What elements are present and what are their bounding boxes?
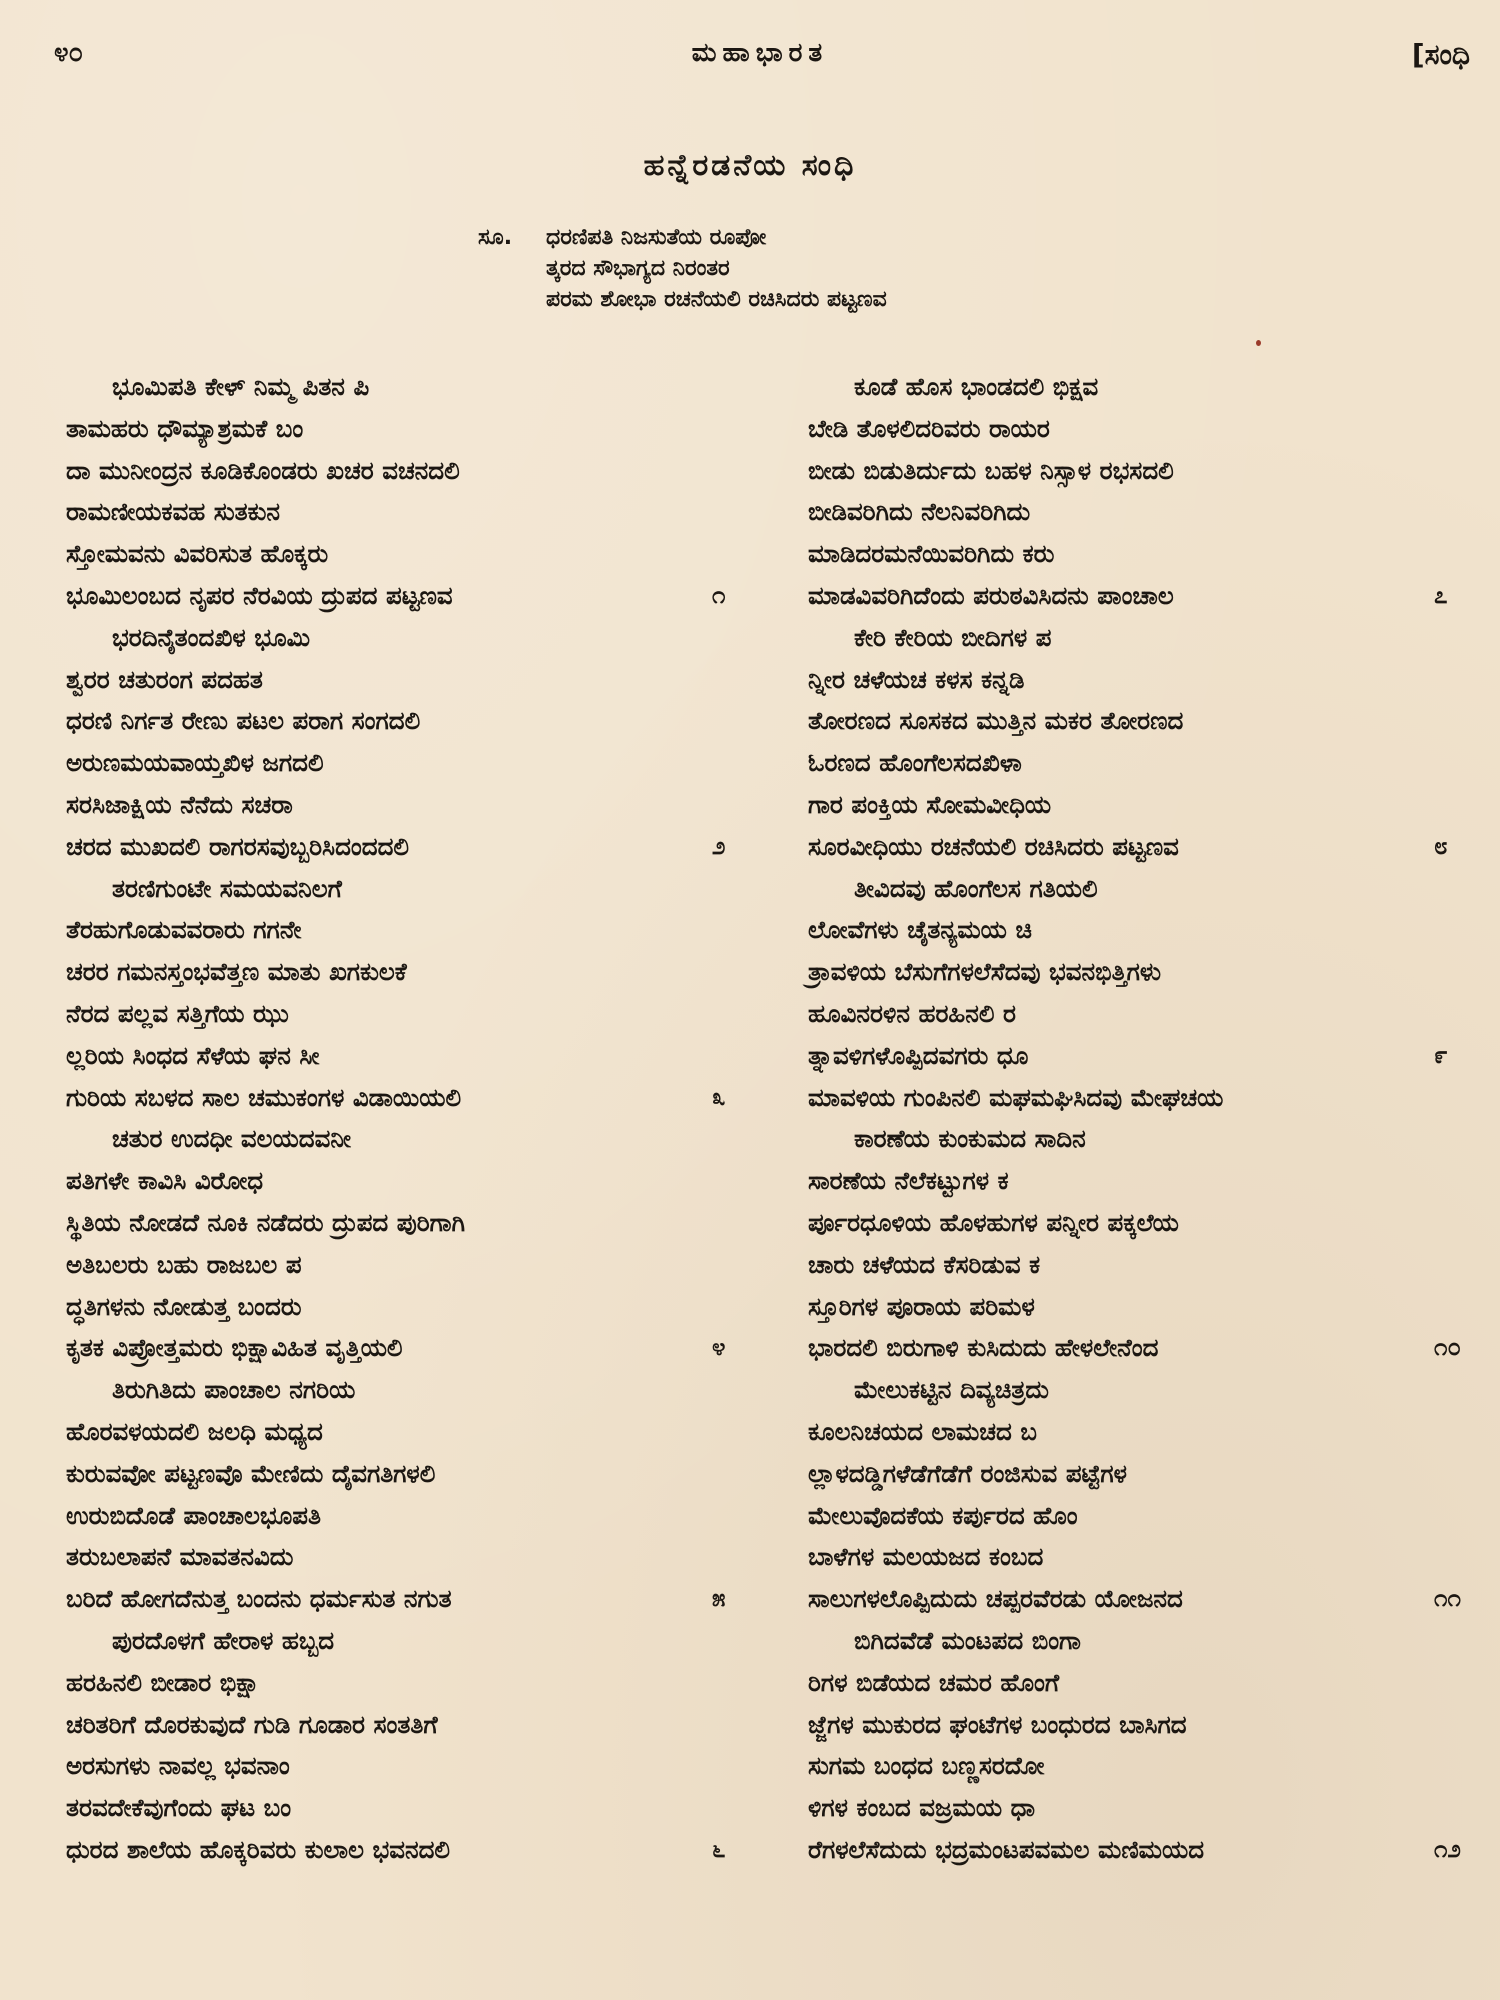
page-header	[50, 38, 1470, 78]
verse-line-text: ತೆರಹುಗೊಡುವವರಾರು ಗಗನೇ	[66, 915, 302, 945]
verse-line	[66, 993, 746, 1035]
verse-line	[808, 993, 1484, 1035]
verse-number: ೩	[712, 1082, 726, 1111]
verse-line-text: ಬೇಡಿ ತೊಳಲಿದರಿವರು ರಾಯರ	[808, 413, 1050, 443]
verse-line	[66, 1829, 746, 1871]
verse-line-text: ಅರಸುಗಳು ನಾವಲ್ಲ ಭವನಾಂ	[66, 1751, 290, 1781]
verse-line	[808, 1662, 1484, 1704]
verse-line	[66, 1202, 746, 1244]
summary-text: ಪರಮ ಶೋಭಾ ರಚನೆಯಲಿ ರಚಿಸಿದರು ಪಟ್ಟಣವ	[546, 287, 887, 312]
verse-line	[808, 1077, 1484, 1119]
verse-line-text: ರಾಮಣೀಯಕವಹ ಸುತಕುನ	[66, 497, 281, 527]
verse-number: ೯	[1434, 1040, 1448, 1069]
verse-line-text: ಲ್ಲರಿಯ ಸಿಂಧದ ಸೆಳೆಯ ಘನ ಸೀ	[66, 1040, 320, 1070]
verse-line	[808, 408, 1484, 450]
verse-line	[808, 617, 1484, 659]
verse-line-text: ತ್ನಾವಳಿಗಳೊಪ್ಪಿದವಗರು ಧೂ	[808, 1040, 1029, 1070]
verse-line	[66, 1160, 746, 1202]
verse-line-text: ಕೂಡೆ ಹೊಸ ಭಾಂಡದಲಿ ಭಿಕ್ಷವ	[854, 372, 1099, 401]
verse-line	[808, 491, 1484, 533]
verse-line-text: ಪತಿಗಳೇ ಕಾವಿಸಿ ವಿರೋಧ	[66, 1166, 264, 1196]
verse-line-text: ತೋರಣದ ಸೂಸಕದ ಮುತ್ತಿನ ಮಕರ ತೋರಣದ	[808, 706, 1184, 736]
verse-line	[808, 742, 1484, 784]
verse-line	[808, 700, 1484, 742]
verse-line	[66, 491, 746, 533]
verse-line-text: ಕೇರಿ ಕೇರಿಯ ಬೀದಿಗಳ ಪ	[854, 622, 1052, 652]
verse-line-text: ಗಾರ ಪಂಕ್ತಿಯ ಸೋಮವೀಧಿಯ	[808, 789, 1052, 819]
verse-line	[808, 1536, 1484, 1578]
verse-number: ೧೨	[1434, 1834, 1461, 1863]
verse-line	[66, 909, 746, 951]
verse-number: ೮	[1434, 831, 1448, 860]
verse-line	[808, 1286, 1484, 1328]
verse-line	[808, 1202, 1484, 1244]
verse-number: ೭	[1434, 580, 1448, 609]
verse-line	[66, 1578, 746, 1620]
verse-line-text: ಭೂಮಿಪತಿ ಕೇಳ್ ನಿಮ್ಮ ಪಿತನ ಪಿ	[112, 372, 370, 401]
verse-line-text: ಮಾಡಿದರಮನೆಯಿವರಿಗಿದು ಕರು	[808, 539, 1055, 569]
verse-line	[66, 742, 746, 784]
verse-line-text: ಬೀಡಿವರಿಗಿದು ನೆಲನಿವರಿಗಿದು	[808, 497, 1031, 527]
verse-line	[808, 1829, 1484, 1871]
verse-line	[66, 826, 746, 868]
verse-line	[808, 366, 1484, 408]
verse-line-text: ಸಾಲುಗಳಲೊಪ್ಪಿದುದು ಚಪ್ಪರವೆರಡು ಯೋಜನದ	[808, 1584, 1183, 1614]
verse-line-text: ಚರಿತರಿಗೆ ದೊರಕುವುದೆ ಗುಡಿ ಗೂಡಾರ ಸಂತತಿಗೆ	[66, 1709, 438, 1739]
verse-line-text: ಚರರ ಗಮನಸ್ತಂಭವೆತ್ತಣ ಮಾತು ಖಗಕುಲಕೆ	[66, 957, 407, 987]
verse-line	[66, 1704, 746, 1746]
verse-line-text: ತೀವಿದವು ಹೊಂಗೆಲಸ ಗತಿಯಲಿ	[854, 873, 1098, 903]
verse-line	[66, 1286, 746, 1328]
verse-number: ೨	[712, 831, 726, 860]
chapter-title: ಹನ್ನೆರಡನೆಯ ಸಂಧಿ	[643, 148, 857, 183]
verse-line	[808, 1620, 1484, 1662]
verse-line	[808, 868, 1484, 910]
verse-line-text: ಸ್ತೋಮವನು ವಿವರಿಸುತ ಹೊಕ್ಕರು	[66, 539, 329, 569]
verse-line-text: ತ್ರಾವಳಿಯ ಬೆಸುಗೆಗಳಲೆಸೆದವು ಭವನಭಿತ್ತಿಗಳು	[808, 957, 1162, 987]
verse-line	[66, 1369, 746, 1411]
summary-prefix: ಸೂ.	[478, 225, 513, 250]
summary-text: ಧರಣಿಪತಿ ನಿಜಸುತೆಯ ರೂಪೋ	[546, 225, 767, 250]
verse-line-text: ಜ್ಜೆಗಳ ಮುಕುರದ ಘಂಟೆಗಳ ಬಂಧುರದ ಬಾಸಿಗದ	[808, 1709, 1187, 1739]
verse-number: ೫	[712, 1584, 726, 1613]
verse-line	[66, 951, 746, 993]
verse-line	[66, 1787, 746, 1829]
verse-line	[808, 659, 1484, 701]
verse-line-text: ಸೂರವೀಧಿಯು ರಚನೆಯಲಿ ರಚಿಸಿದರು ಪಟ್ಟಣವ	[808, 831, 1179, 861]
verse-line-text: ಬರಿದೆ ಹೋಗದೆನುತ್ತ ಬಂದನು ಧರ್ಮಸುತ ನಗುತ	[66, 1584, 452, 1614]
verse-line	[808, 951, 1484, 993]
right-column	[808, 366, 1484, 1871]
verse-line	[808, 1787, 1484, 1829]
verse-line-text: ರೆಗಳಲೆಸೆದುದು ಭದ್ರಮಂಟಪವಮಲ ಮಣಿಮಯದ	[808, 1834, 1205, 1864]
verse-line-text: ಳಿಗಳ ಕಂಬದ ವಜ್ರಮಯ ಧಾ	[808, 1793, 1036, 1823]
verse-line-text: ತರವದೇಕೆವುಗೆಂದು ಘಟ ಬಂ	[66, 1793, 292, 1823]
page-number: ೪೦	[54, 38, 84, 68]
verse-line-text: ಸ್ತೂರಿಗಳ ಪೂರಾಯ ಪರಿಮಳ	[808, 1291, 1035, 1321]
verse-line-text: ಭರದಿನೈತಂದಖಿಳ ಭೂಮಿ	[112, 622, 311, 652]
verse-line	[808, 1745, 1484, 1787]
verse-line-text: ಲ್ಲಾಳದಡ್ಡಿಗಳೆಡೆಗೆಡೆಗೆ ರಂಜಿಸುವ ಪಟ್ಟೆಗಳ	[808, 1458, 1127, 1488]
verse-line-text: ಚತುರ ಉದಧೀ ವಲಯದವನೀ	[112, 1124, 352, 1154]
verse-line-text: ಹೂವಿನರಳಿನ ಹರಹಿನಲಿ ರ	[808, 998, 1016, 1028]
verse-line	[808, 1327, 1484, 1369]
verse-line	[66, 868, 746, 910]
verse-line-text: ಶ್ವರರ ಚತುರಂಗ ಪದಹತ	[66, 664, 263, 694]
summary-text: ತ್ಕರದ ಸೌಭಾಗ್ಯದ ನಿರಂತರ	[546, 256, 730, 281]
verse-number: ೧೦	[1434, 1333, 1461, 1362]
verse-number: ೪	[712, 1333, 726, 1362]
running-title: ಮಹಾಭಾರತ	[691, 38, 829, 68]
verse-line-text: ಬಿಗಿದವೆಡೆ ಮಂಟಪದ ಬಿಂಗಾ	[854, 1625, 1081, 1655]
verse-line	[808, 1035, 1484, 1077]
verse-line	[66, 366, 746, 408]
verse-line	[808, 784, 1484, 826]
verse-line-text: ಮೇಲುವೊದಕೆಯ ಕರ್ಪುರದ ಹೊಂ	[808, 1500, 1078, 1530]
verse-line	[808, 1369, 1484, 1411]
verse-line-text: ಲೋವೆಗಳು ಚೈತನ್ಯಮಯ ಚಿ	[808, 915, 1032, 945]
verse-line	[66, 575, 746, 617]
verse-line-text: ಚಾರು ಚಳೆಯದ ಕೆಸರಿಡುವ ಕ	[808, 1249, 1041, 1279]
verse-line-text: ಮೇಲುಕಟ್ಟಿನ ದಿವ್ಯಚಿತ್ರದು	[854, 1375, 1049, 1405]
verse-line-text: ಕಾರಣೆಯ ಕುಂಕುಮದ ಸಾದಿನ	[854, 1124, 1086, 1154]
verse-line-text: ಅರುಣಮಯವಾಯ್ತಖಿಳ ಜಗದಲಿ	[66, 748, 324, 778]
verse-line-text: ಚರದ ಮುಖದಲಿ ರಾಗರಸವುಬ್ಬರಿಸಿದಂದದಲಿ	[66, 831, 410, 861]
verse-line	[808, 533, 1484, 575]
paper-speck	[1256, 340, 1261, 346]
verse-line-text: ಗುರಿಯ ಸಬಳದ ಸಾಲ ಚಮುಕಂಗಳ ವಿಡಾಯಿಯಲಿ	[66, 1082, 462, 1112]
verse-line	[66, 1620, 746, 1662]
verse-line	[66, 1411, 746, 1453]
summary-line	[478, 253, 887, 284]
verse-line-text: ಸ್ಥಿತಿಯ ನೋಡದೆ ನೂಕಿ ನಡೆದರು ದ್ರುಪದ ಪುರಿಗಾಗಿ	[66, 1207, 465, 1237]
verse-line-text: ಧರಣಿ ನಿರ್ಗತ ರೇಣು ಪಟಲ ಪರಾಗ ಸಂಗದಲಿ	[66, 706, 421, 736]
verse-line-text: ಕೃತಕ ವಿಪ್ರೋತ್ತಮರು ಭಿಕ್ಷಾವಿಹಿತ ವೃತ್ತಿಯಲಿ	[66, 1333, 403, 1363]
verse-line-text: ಧುರದ ಶಾಲೆಯ ಹೊಕ್ಕರಿವರು ಕುಲಾಲ ಭವನದಲಿ	[66, 1834, 451, 1864]
verse-line	[66, 784, 746, 826]
verse-line	[808, 1453, 1484, 1495]
verse-line-text: ಹರಹಿನಲಿ ಬೀಡಾರ ಭಿಕ್ಷಾ	[66, 1667, 260, 1697]
verse-line	[66, 1327, 746, 1369]
verse-line-text: ಅತಿಬಲರು ಬಹು ರಾಜಬಲ ಪ	[66, 1249, 302, 1279]
verse-line-text: ತರಣಿಗುಂಟೇ ಸಮಯವನಿಲಗೆ	[112, 873, 342, 903]
verse-line	[66, 1244, 746, 1286]
verse-number: ೧	[712, 580, 726, 609]
verse-line	[808, 1160, 1484, 1202]
verse-line-text: ರ್ಪೂರಧೂಳಿಯ ಹೊಳಹುಗಳ ಪನ್ನೀರ ಪಕ್ಕಲೆಯ	[808, 1207, 1179, 1237]
verse-line-text: ಬೀಡು ಬಿಡುತಿರ್ದುದು ಬಹಳ ನಿಸ್ಸಾಳ ರಭಸದಲಿ	[808, 455, 1174, 485]
verse-line	[808, 450, 1484, 492]
verse-line-text: ತರುಬಲಾಪನೆ ಮಾವತನವಿದು	[66, 1542, 294, 1572]
verse-line	[808, 1578, 1484, 1620]
verse-line	[66, 1118, 746, 1160]
verse-line-text: ಭಾರದಲಿ ಬಿರುಗಾಳಿ ಕುಸಿದುದು ಹೇಳಲೇನೆಂದ	[808, 1333, 1159, 1363]
verse-line-text: ಪುರದೊಳಗೆ ಹೇರಾಳ ಹಬ್ಬದ	[112, 1625, 335, 1655]
verse-line	[808, 1411, 1484, 1453]
verse-line-text: ರಿಗಳ ಬಿಡೆಯದ ಚಮರ ಹೊಂಗೆ	[808, 1667, 1060, 1697]
summary-line	[478, 284, 887, 315]
verse-line-text: ಸಾರಣೆಯ ನೆಲೆಕಟ್ಟುಗಳ ಕ	[808, 1166, 1009, 1196]
verse-line	[66, 1745, 746, 1787]
verse-line	[66, 659, 746, 701]
verse-line	[66, 700, 746, 742]
verse-line	[66, 1035, 746, 1077]
verse-line	[66, 408, 746, 450]
verse-line-text: ಬಾಳೆಗಳ ಮಲಯಜದ ಕಂಬದ	[808, 1542, 1044, 1572]
verse-line-text: ಸುಗಮ ಬಂಧದ ಬಣ್ಣಸರದೋ	[808, 1751, 1045, 1781]
verse-number: ೧೧	[1434, 1584, 1461, 1613]
verse-line-text: ದ್ಧತಿಗಳನು ನೋಡುತ್ತ ಬಂದರು	[66, 1291, 302, 1321]
verse-line-text: ನೆರದ ಪಲ್ಲವ ಸತ್ತಿಗೆಯ ಝು	[66, 998, 289, 1028]
verse-line	[66, 450, 746, 492]
verse-line-text: ಸರಸಿಜಾಕ್ಷಿಯ ನೆನೆದು ಸಚರಾ	[66, 789, 293, 819]
verse-line	[66, 1495, 746, 1537]
verse-line-text: ನ್ನೀರ ಚಳೆಯಚ ಕಳಸ ಕನ್ನಡಿ	[808, 664, 1025, 694]
verse-number: ೬	[712, 1834, 726, 1863]
verse-line	[66, 533, 746, 575]
verse-line-text: ತಿರುಗಿತಿದು ಪಾಂಚಾಲ ನಗರಿಯ	[112, 1375, 356, 1405]
verse-line-text: ಓರಣದ ಹೊಂಗೆಲಸದಖಿಳಾ	[808, 748, 1022, 778]
verse-line	[66, 1662, 746, 1704]
verse-line	[808, 909, 1484, 951]
verse-line	[808, 826, 1484, 868]
verse-line-text: ಮಾವಳಿಯ ಗುಂಪಿನಲಿ ಮಘಮಘಿಸಿದವು ಮೇಘಚಯ	[808, 1082, 1224, 1112]
verse-line-text: ಮಾಡವಿವರಿಗಿದೆಂದು ಪರುಠವಿಸಿದನು ಪಾಂಚಾಲ	[808, 580, 1174, 610]
verse-line	[808, 1495, 1484, 1537]
verse-line	[66, 1453, 746, 1495]
verse-line-text: ಭೂಮಿಲಂಬದ ನೃಪರ ನೆರವಿಯ ದ್ರುಪದ ಪಟ್ಟಣವ	[66, 580, 453, 610]
verse-line	[66, 1077, 746, 1119]
verse-line-text: ಉರುಬಿದೊಡೆ ಪಾಂಚಾಲಭೂಪತಿ	[66, 1500, 321, 1530]
verse-line	[808, 1704, 1484, 1746]
left-column	[66, 366, 746, 1871]
verse-line-text: ಕೂಲನಿಚಯದ ಲಾಮಚದ ಬ	[808, 1416, 1037, 1446]
summary-verse	[478, 222, 887, 315]
verse-line	[808, 1118, 1484, 1160]
verse-line-text: ಕುರುವವೋ ಪಟ್ಟಣವೊ ಮೇಣಿದು ದೈವಗತಿಗಳಲಿ	[66, 1458, 436, 1488]
verse-line-text: ದಾ ಮುನೀಂದ್ರನ ಕೂಡಿಕೊಂಡರು ಖಚರ ವಚನದಲಿ	[66, 455, 460, 485]
verse-line-text: ತಾಮಹರು ಧೌಮ್ಯಾಶ್ರಮಕೆ ಬಂ	[66, 413, 304, 443]
verse-line	[808, 1244, 1484, 1286]
section-label: [ಸಂಧಿ	[1411, 38, 1470, 71]
verse-line	[66, 1536, 746, 1578]
summary-line	[478, 222, 887, 253]
verse-line	[808, 575, 1484, 617]
verse-line	[66, 617, 746, 659]
verse-line-text: ಹೊರವಳಯದಲಿ ಜಲಧಿ ಮಧ್ಯದ	[66, 1416, 323, 1446]
